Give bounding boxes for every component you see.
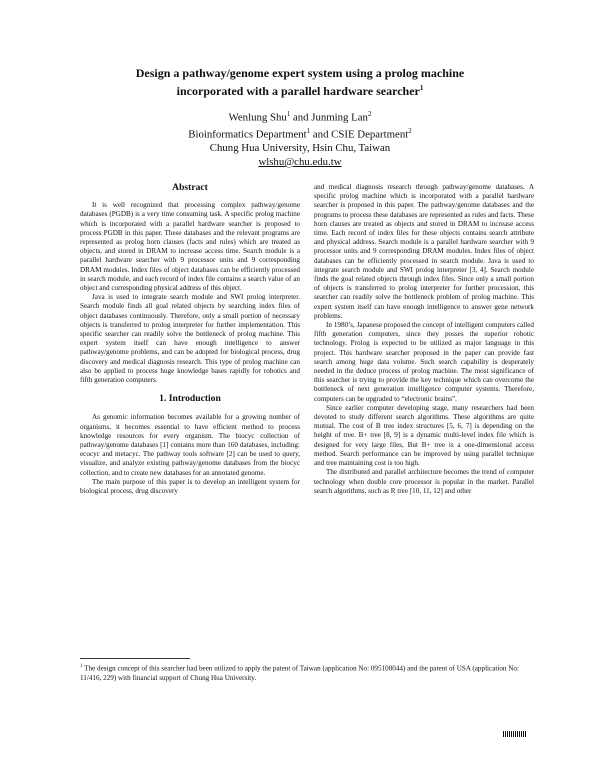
author-a: Wenlung Shu	[228, 111, 287, 124]
paper-title	[60, 66, 540, 99]
author-affiliation: Chung Hua University, Hsin Chu, Taiwan	[209, 142, 391, 155]
author-names	[100, 108, 500, 125]
department-a-mark: 1	[306, 127, 311, 136]
intro-paragraph-5: The distributed and parallel architecture becomes the trend of computer technology when double core processor is popular in the market. Parallel search algorithms, such as R tree [10, 11, 12] and other	[314, 468, 534, 495]
page-barcode-mark	[503, 731, 527, 737]
title-footnote-mark: 1	[419, 84, 424, 92]
author-b: and Junming Lan	[290, 111, 368, 124]
intro-paragraph-2: The main purpose of this paper is to develop an intelligent system for biological process, drug discovery	[80, 477, 300, 496]
author-block	[100, 108, 500, 170]
abstract-paragraph-1: It is well recognized that processing complex pathway/genome databases (PGDB) is a very time consuming task. A specific prolog machine which is incorporated with a parallel hardware searcher is proposed to process PGDB in this paper. These databases and the relevant programs are represented as prolog horn clauses (facts and rules) which are treated as objects, and stored in DRAM to increase access time. Search module is a parallel hardware searcher with 9 processor units and 9 corresponding DRAM modules. Index files of object databases can be efficiently processed in search module, and each record of index file contains a search value of an object and corresponding physical address of this object.	[80, 201, 300, 293]
abstract-heading: Abstract	[172, 182, 208, 193]
author-a-mark: 1	[286, 110, 291, 118]
intro-paragraph-3: In 1980’s, Japanese proposed the concept of intelligent computers called fifth generation computers, since they posses the superior robotic technology. Prolog is expected to be utilized as major language in this project. This hardware searcher proposed in the paper can provide fast search among huge data volume. Such search capability is desperately needed in the deduce process of prolog machine. The most significance of this searcher is trying to provide the key technique which can overcome the bottleneck of next generation intelligence computer systems. Therefore, computers can be upgraded to “electronic brains”.	[314, 321, 534, 403]
intro-paragraph-1: As genomic information becomes available for a growing number of organisms, it becomes essential to have efficient method to process knowledge resources for every organism. The biocyc collection of pathway/genome databases [1] contains more than 160 databases, including: ecocyc and metacyc. The pathway tools software [2] can be used to query, visualize, and analyze existing pathway/genome databases from the biocyc collection, and to create new databases for an annotated genome.	[80, 413, 300, 477]
intro-paragraph-2-continued: and medical diagnosis research through pathway/genome databases. A specific prolog machine which is incorporated with a parallel hardware searcher is proposed in this paper. The pathway/genome databases and the programs to process these databases are represented as rules and facts. These horn clauses are treated as objects and stored in DRAM to increase access time. Each record of index files for these objects contains search attribute and physical address. Search module is a parallel hardware searcher with 9 processor units and 9 corresponding DRAM modules. Index files of object databases can be efficiently processed in search module. Java is used to integrate search module and SWI prolog interpreter [3, 4]. Search module finds the goal related objects through index files. Since only a small portion of objects is transferred to prolog interpreter for further procession, this searcher can readily solve the bottleneck problem of prolog machine. This expert system itself can have enough intelligence to answer gene network problems.	[314, 183, 534, 320]
title-line-2	[60, 81, 540, 99]
abstract-paragraph-2: Java is used to integrate search module and SWI prolog interpreter. Search module finds all goal related objects by searching index files of object databases continuously. Therefore, only a small portion of necessary objects is transferred to prolog interpreter for further implementation. This specific searcher can readily solve the bottleneck of prolog machine. This expert system itself can have enough intelligence to answer pathway/genome problems, and can be adopted for biological process, drug discovery and medical diagnosis research. This type of prolog machine can also be applied to process huge knowledge bases rapidly for robotics and fifth generation computers.	[80, 293, 300, 385]
department-b-mark: 2	[408, 127, 412, 136]
left-column	[80, 183, 300, 496]
title-line-1: Design a pathway/genome expert system using a prolog machine	[135, 66, 465, 80]
footnote-mark: 1	[80, 664, 83, 669]
intro-paragraph-4: Since earlier computer developing stage, many researchers had been devoted to study different search algorithms. These algorithms are quite mutual. The cost of B tree index structures [5, 6, 7] is depending on the height of tree. B+ tree [8, 9] is a dynamic multi-level index file which is designed for very large files, But B+ tree is a one-dimensional access method. Search performance can be improved by using parallel technique and tree maintaining cost is too high.	[314, 403, 534, 468]
title-line-2-text: incorporated with a parallel hardware searcher	[176, 84, 420, 98]
department-b: and CSIE Department	[310, 128, 409, 141]
author-departments	[100, 125, 500, 142]
department-a: Bioinformatics Department	[188, 128, 307, 141]
author-b-mark: 2	[367, 110, 372, 118]
right-column	[314, 183, 534, 496]
introduction-heading: 1. Introduction	[159, 393, 221, 405]
footnote	[80, 662, 536, 683]
footnote-divider	[80, 658, 190, 659]
footnote-text: The design concept of this searcher had been utilized to apply the patent of Taiwan (application No: 095108044) and the patent of USA (application No: 11/416, 229) with financial support of Chung Hua University.	[80, 664, 519, 682]
author-email-link[interactable]: wlshu@chu.edu.tw	[258, 155, 342, 168]
